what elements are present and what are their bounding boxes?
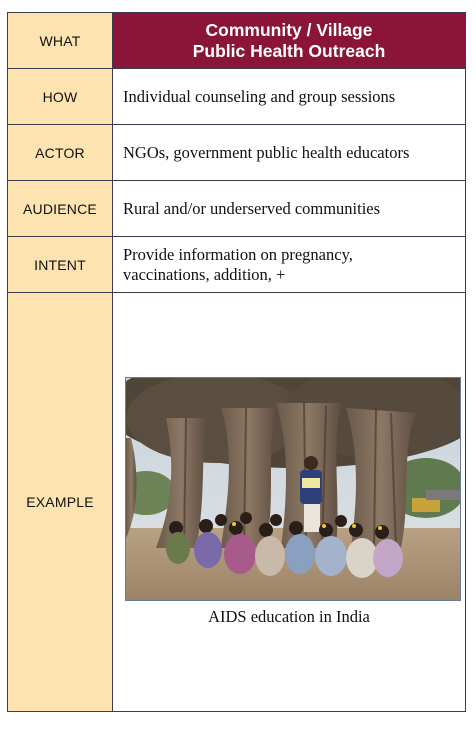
- header-title-line-1: Community / Village: [205, 19, 373, 40]
- row-label-what: WHAT: [8, 13, 113, 68]
- outreach-table: [7, 12, 466, 712]
- row-value-audience: Rural and/or underserved communities: [123, 198, 381, 218]
- row-intent: [8, 237, 465, 293]
- row-label-how: HOW: [8, 69, 113, 124]
- row-actor: [8, 125, 465, 181]
- row-label-example: EXAMPLE: [8, 293, 113, 711]
- example-area: [113, 293, 465, 711]
- row-what: [8, 13, 465, 69]
- example-caption: AIDS education in India: [208, 607, 370, 626]
- intent-line-2: vaccinations, addition, +: [123, 264, 286, 284]
- intent-line-1: Provide information on pregnancy,: [123, 244, 353, 264]
- row-value-actor: NGOs, government public health educators: [123, 142, 410, 162]
- row-label-audience: AUDIENCE: [8, 181, 113, 236]
- row-label-actor: ACTOR: [8, 125, 113, 180]
- header-title: [113, 13, 465, 68]
- row-audience: [8, 181, 465, 237]
- row-how: [8, 69, 465, 125]
- row-example: [8, 293, 465, 711]
- header-title-line-2: Public Health Outreach: [192, 40, 386, 61]
- row-value-intent: [113, 237, 465, 292]
- row-label-intent: INTENT: [8, 237, 113, 292]
- example-photo: [125, 377, 461, 601]
- row-value-how: Individual counseling and group sessions: [123, 86, 396, 106]
